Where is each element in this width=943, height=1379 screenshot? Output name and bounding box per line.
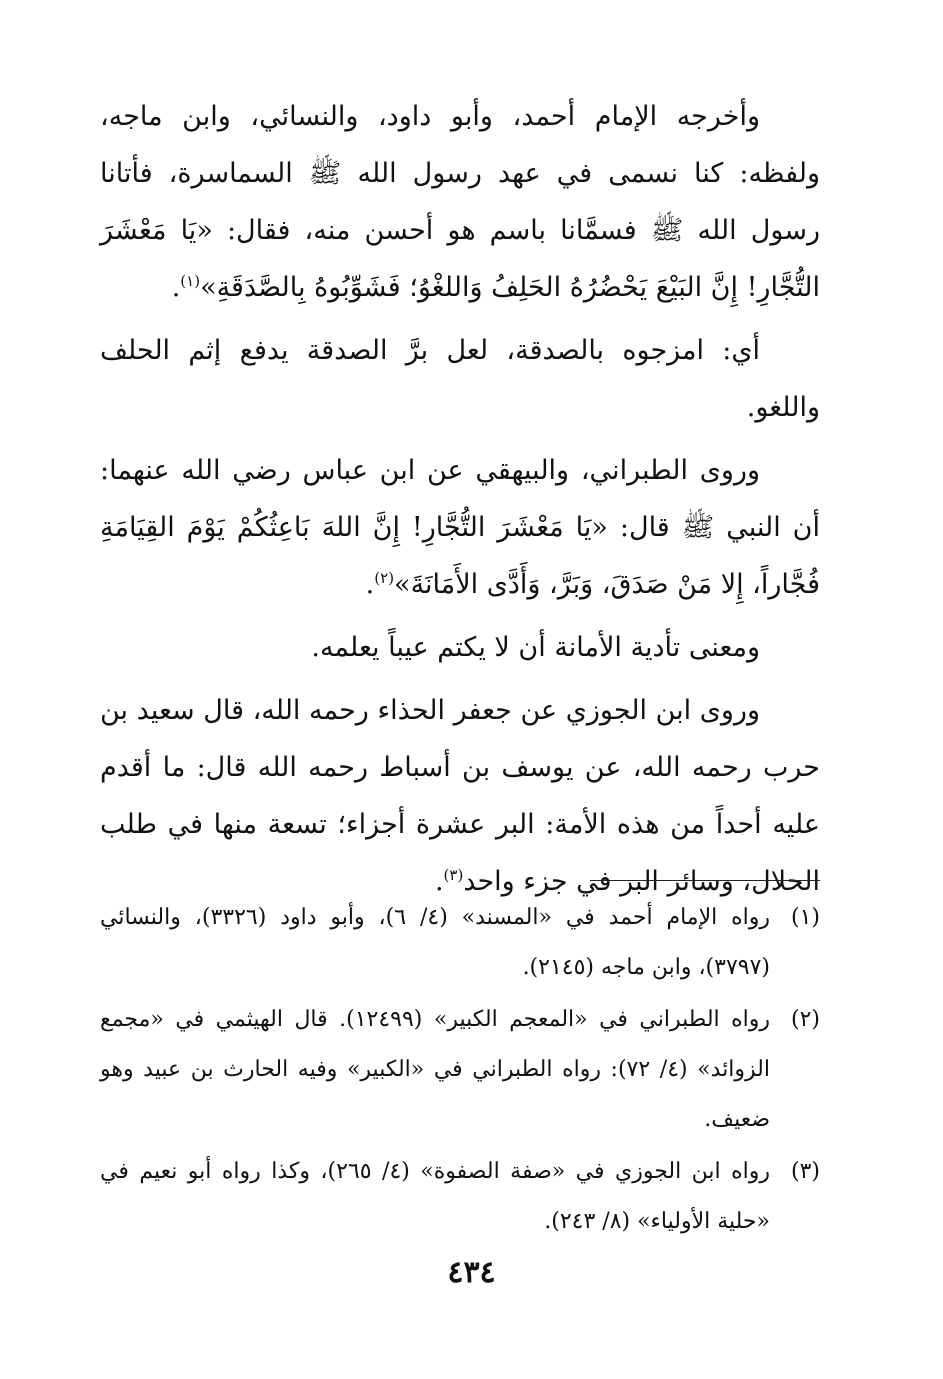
paragraph-5-text: وروى ابن الجوزي عن جعفر الحذاء رحمه الله، قال سعيد بن حرب رحمه الله، عن يوسف بن أسباط رحمه الله قال: ما أقدم عليه أحداً من هذه الأمة: البر عشرة أجزاء؛ تسعة منها في طلب الحلال، وسائر البر في جزء واحد — [100, 695, 820, 897]
paragraph-1-text: وأخرجه الإمام أحمد، وأبو داود، والنسائي، وابن ماجه، ولفظه: كنا نسمى في عهد رسول الله ﷺ السماسرة، فأتانا رسول الله ﷺ فسمَّانا باسم هو أحسن منه، فقال: «يَا مَعْشَرَ التُّجَّارِ! إِنَّ البَيْعَ يَحْضُرُهُ الحَلِفُ وَاللغْوُ؛ فَشَوِّبُوهُ بِالصَّدَقَةِ» — [100, 101, 820, 303]
footnote-number: (٢) — [790, 1007, 820, 1032]
main-text — [100, 88, 820, 916]
footnote-1 — [100, 893, 820, 993]
paragraph-1 — [100, 88, 820, 316]
footnote-number: (٣) — [790, 1159, 820, 1184]
footnote-ref-2: (٢) — [374, 569, 395, 587]
footnote-2 — [100, 995, 820, 1145]
footnote-text: رواه الطبراني في «المعجم الكبير» (١٢٤٩٩). قال الهيثمي في «مجمع الزوائد» (٤/ ٧٢): رواه الطبراني في «الكبير» وفيه الحارث بن عبيد وهو ضعيف. — [100, 1007, 771, 1132]
footnote-text: رواه ابن الجوزي في «صفة الصفوة» (٤/ ٢٦٥)، وكذا رواه أبو نعيم في «حلية الأولياء» (٨/ ٢٤٣). — [100, 1159, 770, 1234]
paragraph-5-end: . — [434, 866, 444, 897]
paragraph-3 — [100, 442, 820, 613]
page-number: ٤٣٤ — [447, 1255, 496, 1290]
footnote-separator — [590, 880, 820, 881]
paragraph-3-text: وروى الطبراني، والبيهقي عن ابن عباس رضي الله عنهما: أن النبي ﷺ قال: «يَا مَعْشَرَ التُّجَّارِ! إِنَّ اللهَ بَاعِثُكُمْ يَوْمَ القِيَامَةِ فُجَّاراً، إِلا مَنْ صَدَقَ، وَبَرَّ، وَأَدَّى الأَمَانَةَ» — [100, 455, 820, 600]
footnotes — [100, 893, 820, 1249]
paragraph-3-end: . — [365, 569, 375, 600]
footnote-text: رواه الإمام أحمد في «المسند» (٤/ ٦)، وأبو داود (٣٣٢٦)، والنسائي (٣٧٩٧)، وابن ماجه (٢١٤٥). — [100, 905, 771, 980]
paragraph-4: ومعنى تأدية الأمانة أن لا يكتم عيباً يعلمه. — [311, 632, 760, 663]
paragraph-2: أي: امزجوه بالصدقة، لعل برَّ الصدقة يدفع إثم الحلف واللغو. — [100, 335, 820, 423]
footnote-3 — [100, 1147, 820, 1247]
paragraph-5 — [100, 682, 820, 910]
footnote-ref-1: (١) — [180, 272, 201, 290]
footnote-number: (١) — [790, 905, 820, 930]
paragraph-1-end: . — [171, 272, 181, 303]
footnote-ref-3: (٣) — [443, 866, 464, 884]
